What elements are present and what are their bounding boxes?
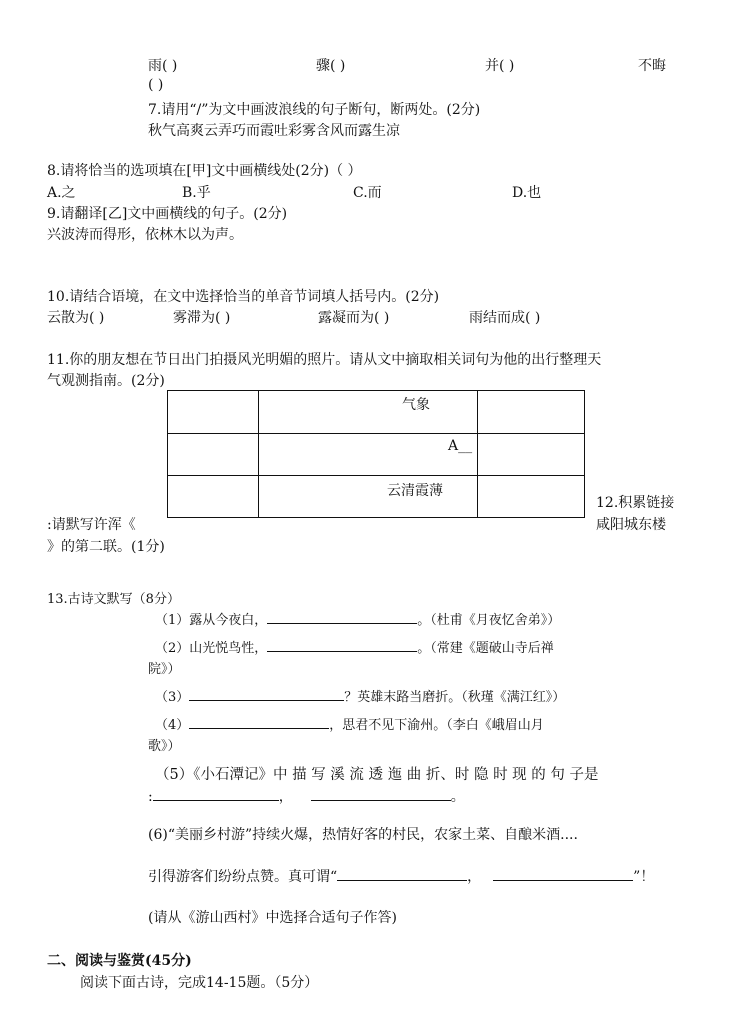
q6-item-4: 不晦 xyxy=(638,58,666,74)
q13-item2-end: 。（常建《题破山寺后禅 xyxy=(417,641,554,656)
q12-poem-title: 咸阳城东楼 xyxy=(596,517,666,533)
answer-blank[interactable] xyxy=(267,622,417,624)
q13-item6-end: ”！ xyxy=(633,869,655,885)
q10-item-3: 露凝而为( ) xyxy=(318,310,390,326)
q6-item-2: 骤( ) xyxy=(316,58,346,74)
table-cell xyxy=(259,476,478,518)
q13-item3-end: ？英雄末路当磨折。（秋瑾《满江红》） xyxy=(344,690,566,705)
q13-item6-line2-start: 引得游客们纷纷点赞。真可谓“ xyxy=(148,869,338,885)
q11-prompt-line1: 11.你的朋友想在节日出门拍摄风光明媚的照片。请从文中摘取相关词句为他的出行整理天 xyxy=(47,352,602,368)
q10-prompt: 10.请结合语境，在文中选择恰当的单音节词填人括号内。(2分) xyxy=(47,289,440,305)
q13-item5-line2: : ， 。 xyxy=(148,789,465,805)
q13-item2-wrap: 院》） xyxy=(148,662,181,677)
q6-item-4-wrap: ( ) xyxy=(148,77,164,93)
q7-prompt: 7.请用“/”为文中画波浪线的句子断句，断两处。(2分) xyxy=(148,102,481,118)
q10-item-4: 雨结而成( ) xyxy=(469,310,541,326)
q12-prompt-line2: 》的第二联。(1分) xyxy=(47,539,165,555)
q13-item4-label: （4） xyxy=(155,718,190,733)
q10-item-1: 云散为( ) xyxy=(47,310,105,326)
table-cell[interactable] xyxy=(478,391,585,434)
q13-item1-end: 。（杜甫《月夜忆舍弟》） xyxy=(417,613,561,628)
answer-blank[interactable] xyxy=(493,879,633,881)
q8-prompt: 8.请将恰当的选项填在[甲]文中画横线处(2分)（ ） xyxy=(47,163,362,179)
q8-option-c: C.而 xyxy=(353,185,382,201)
q6-item-1: 雨( ) xyxy=(148,58,178,74)
table-cell[interactable] xyxy=(478,476,585,518)
table-cell[interactable] xyxy=(259,434,478,476)
answer-blank[interactable] xyxy=(311,799,451,801)
q13-item6-comma: ， xyxy=(467,869,482,885)
table-cell-cloud: 云清霞薄 xyxy=(387,483,443,499)
q13-item6-note: (请从《游山西村》中选择合适句子作答) xyxy=(148,910,397,926)
section2-intro: 阅读下面古诗，完成14-15题。（5分） xyxy=(80,975,319,991)
q13-item2 xyxy=(155,637,554,656)
table-cell[interactable] xyxy=(168,434,259,476)
table-cell[interactable] xyxy=(478,434,585,476)
q12-prompt-line1: :请默写许浑《 xyxy=(47,517,136,533)
answer-blank[interactable] xyxy=(189,727,329,729)
table-header-weather: 气象 xyxy=(402,397,430,413)
q13-item3-label: （3） xyxy=(155,690,190,705)
q13-item6-line1: (6)“美丽乡村游”持续火爆，热情好客的村民，农家土菜、自酿米酒.... xyxy=(148,827,578,843)
q13-item4 xyxy=(155,714,544,733)
q8-option-d: D.也 xyxy=(512,185,542,201)
answer-blank[interactable] xyxy=(189,699,344,701)
answer-blank[interactable] xyxy=(153,799,279,801)
table-blank-a: A__ xyxy=(448,438,473,454)
q8-option-a: A.之 xyxy=(47,185,76,201)
section2-title: 二、阅读与鉴赏(45分) xyxy=(47,953,192,969)
q13-item2-label: （2）山光悦鸟性， xyxy=(155,641,268,656)
q13-item6-line2 xyxy=(148,866,654,886)
table-cell xyxy=(259,391,478,434)
q13-item1 xyxy=(155,609,560,628)
q13-item1-label: （1）露从今夜白， xyxy=(155,613,268,628)
q8-option-b: B.乎 xyxy=(182,185,211,201)
q13-item4-wrap: 歌》） xyxy=(148,739,181,754)
q11-prompt-line2: 气观测指南。(2分) xyxy=(47,373,165,389)
answer-blank[interactable] xyxy=(267,650,417,652)
answer-blank[interactable] xyxy=(337,879,467,881)
q13-title: 13.古诗文默写（8分） xyxy=(47,592,180,607)
q13-item5-comma: ， xyxy=(278,789,293,805)
q13-item5-line1: （5）《小石潭记》中 描 写 溪 流 透 迤 曲 折、时 隐 时 现 的 句 子是 xyxy=(155,767,599,783)
q13-item5-end: 。 xyxy=(450,789,465,805)
q7-sentence: 秋气高爽云弄巧而霞吐彩雾含风而露生凉 xyxy=(148,123,400,139)
q9-sentence: 兴波涛而得形，依林木以为声。 xyxy=(47,227,243,243)
q9-prompt: 9.请翻译[乙]文中画横线的句子。(2分) xyxy=(47,206,288,222)
q12-title: 12.积累链接 xyxy=(596,495,675,511)
q13-item3 xyxy=(155,686,565,705)
q13-item4-end: ，思君不见下渝州。（李白《峨眉山月 xyxy=(329,718,544,733)
q6-item-3: 并( ) xyxy=(485,58,515,74)
table-cell[interactable] xyxy=(168,476,259,518)
q10-item-2: 雾滞为( ) xyxy=(173,310,231,326)
weather-guide-table xyxy=(167,390,585,518)
table-cell[interactable] xyxy=(168,391,259,434)
